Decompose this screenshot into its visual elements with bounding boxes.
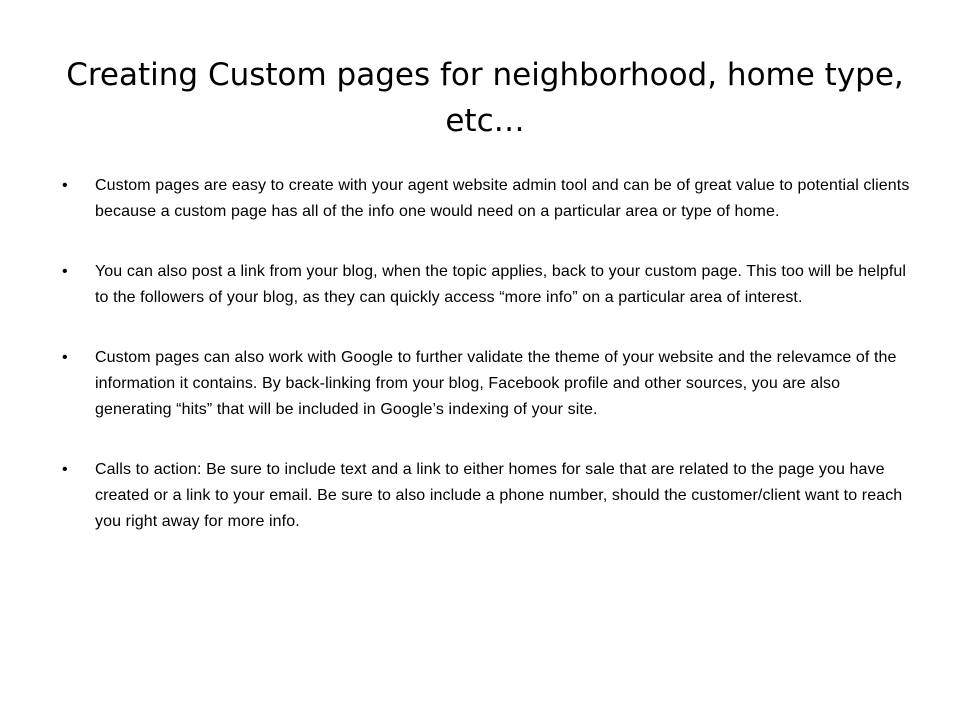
bullet-text: Custom pages can also work with Google to further validate the theme of your website and the relevamce of the information it contains. By back-linking from your blog, Facebook profile and other sources, you are also generating “hits” that will be included in Google’s indexing of your site. [95,349,897,418]
bullet-icon: • [62,177,68,194]
bullet-list [62,173,912,569]
bullet-text: Custom pages are easy to create with your agent website admin tool and can be of great value to potential clients because a custom page has all of the info one would need on a particular area or type of home. [95,177,910,220]
bullet-item [62,173,912,225]
bullet-icon: • [62,349,68,366]
bullet-item [62,345,912,423]
bullet-item [62,457,912,535]
bullet-text: You can also post a link from your blog, when the topic applies, back to your custom page. This too will be helpful to the followers of your blog, as they can quickly access “more info” on a particular area of interest. [95,263,907,306]
bullet-icon: • [62,461,68,478]
bullet-text: Calls to action: Be sure to include text and a link to either homes for sale that are related to the page you have created or a link to your email. Be sure to also include a phone number, should the customer/client want to reach you right away for more info. [95,461,903,530]
slide-title: Creating Custom pages for neighborhood, home type, etc… [66,57,904,139]
bullet-icon: • [62,263,68,280]
bullet-item [62,259,912,311]
